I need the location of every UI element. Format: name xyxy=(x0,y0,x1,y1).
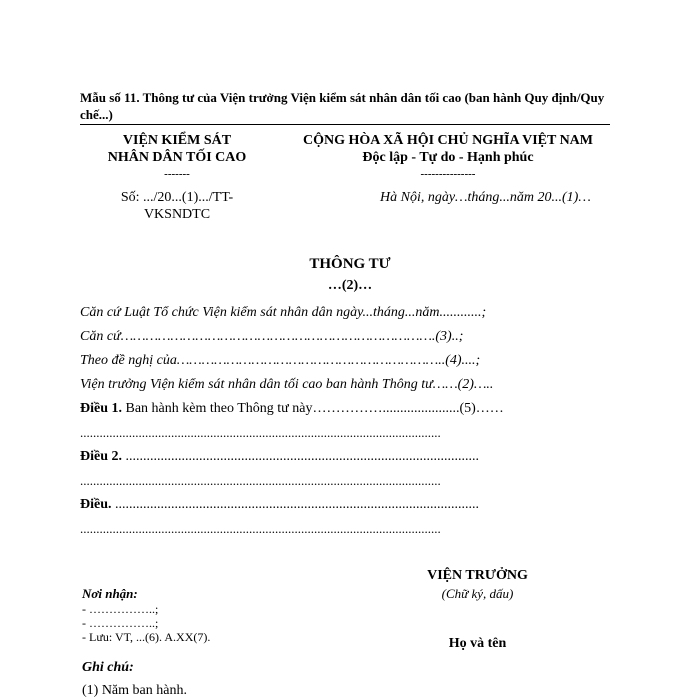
article-1-label: Điều 1. xyxy=(80,401,122,416)
recipient-item-archive: - Lưu: VT, ...(6). A.XX(7). xyxy=(82,630,211,644)
article-1 xyxy=(80,401,504,417)
article-3 xyxy=(80,497,479,513)
signer-name: Họ và tên xyxy=(448,636,507,651)
org-name-line2: NHÂN DÂN TỐI CAO xyxy=(107,150,247,165)
org-dash: ------- xyxy=(164,168,190,180)
nation-dash: --------------- xyxy=(420,168,476,180)
preamble-line-1: Căn cứ Luật Tổ chức Viện kiểm sát nhân dân ngày...tháng...năm............; xyxy=(80,305,487,320)
article-2-label: Điều 2. xyxy=(80,449,122,464)
article-1-text: Ban hành kèm theo Thông tư này……………......................(5)…… xyxy=(122,401,504,416)
article-3-text: ........................................................................................................ xyxy=(111,497,479,512)
preamble-line-2: Căn cứ………………………………………………………………….(3)..; xyxy=(80,329,464,344)
note-item-1: (1) Năm ban hành. xyxy=(82,683,187,698)
nation-title: CỘNG HÒA XÃ HỘI CHỦ NGHĨA VIỆT NAM xyxy=(302,133,593,148)
article-3-dots: ............................................................................................................... xyxy=(80,521,441,536)
header-divider xyxy=(80,124,610,125)
notes-title: Ghi chú: xyxy=(82,660,134,675)
preamble-line-4: Viện trưởng Viện kiểm sát nhân dân tối cao ban hành Thông tư……(2)….. xyxy=(80,377,494,392)
recipients-title: Nơi nhận: xyxy=(82,586,138,601)
recipient-item-1: - ……………..; xyxy=(82,602,159,616)
signature-note: (Chữ ký, dấu) xyxy=(441,586,514,601)
nation-motto: Độc lập - Tự do - Hạnh phúc xyxy=(362,150,534,165)
doc-number-suffix: VKSNDTC xyxy=(143,207,211,222)
recipient-item-2: - ……………..; xyxy=(82,616,159,630)
form-header: Mẫu số 11. Thông tư của Viện trưởng Viện kiểm sát nhân dân tối cao (ban hành Quy định/Quy chế...) xyxy=(80,90,605,122)
article-3-label: Điều. xyxy=(80,497,112,512)
article-2 xyxy=(80,449,479,465)
place-date: Hà Nội, ngày…tháng...năm 20...(1)… xyxy=(380,190,591,205)
org-name-line1: VIỆN KIỂM SÁT xyxy=(122,133,232,148)
doc-number: Số: .../20...(1).../TT- xyxy=(120,190,234,205)
preamble-line-3: Theo đề nghị của………………………………………………………..(4)....; xyxy=(80,353,481,368)
signature-title: VIỆN TRƯỞNG xyxy=(427,568,528,583)
article-1-dots: ............................................................................................................... xyxy=(80,425,441,440)
article-2-text: ..................................................................................................... xyxy=(122,449,479,464)
document-title: THÔNG TƯ xyxy=(309,256,391,272)
article-2-dots: ............................................................................................................... xyxy=(80,473,441,488)
document-subtitle: …(2)… xyxy=(327,278,373,293)
